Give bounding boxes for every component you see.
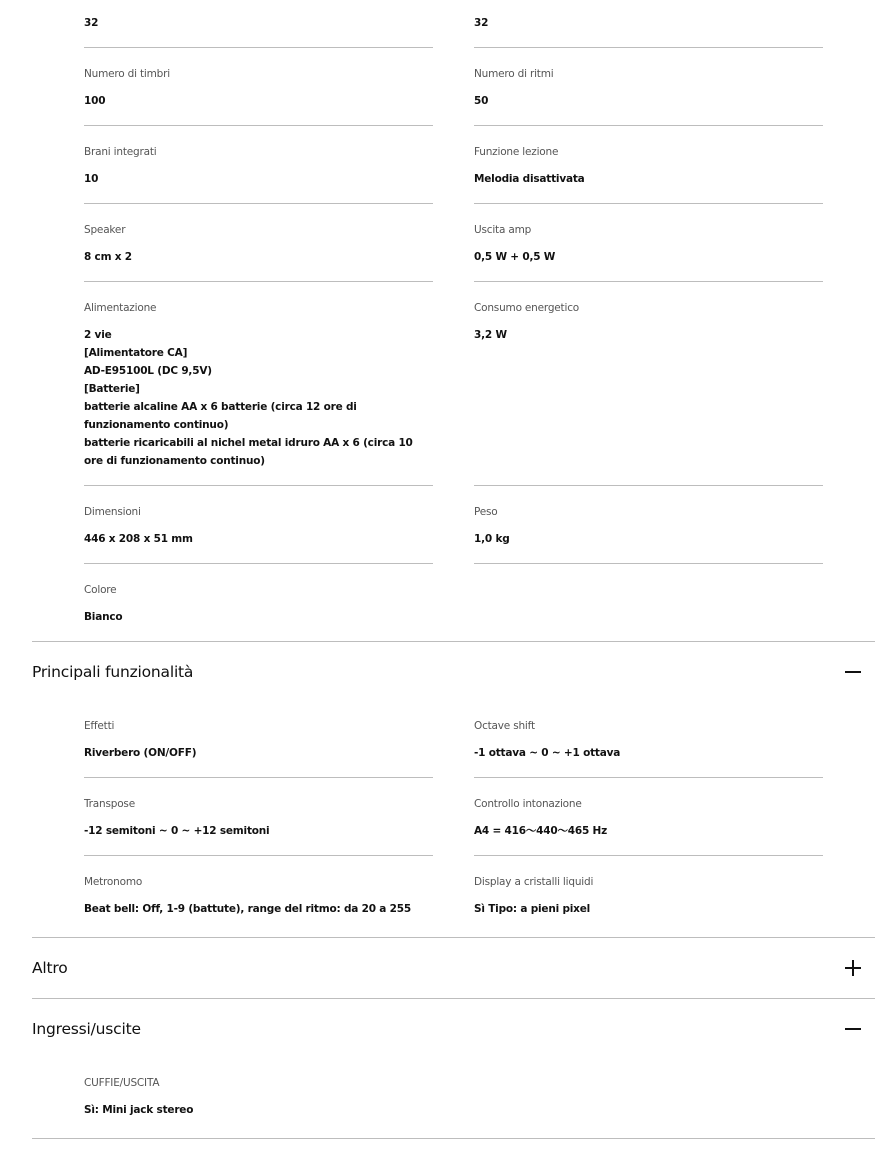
spec-label: Uscita amp (474, 224, 532, 236)
spec-label: Brani integrati (84, 146, 157, 158)
spec-label: Dimensioni (84, 506, 141, 518)
spec-value: Riverbero (ON/OFF) (84, 747, 197, 759)
spec-item (84, 126, 433, 204)
spec-item (84, 48, 433, 126)
spec-value: A4 = 416〜440〜465 Hz (474, 825, 608, 837)
spec-value: Sì Tipo: a pieni pixel (474, 903, 591, 915)
spec-value: 32 (84, 17, 99, 29)
spec-label: Funzione lezione (474, 146, 559, 158)
accordion-section (32, 641, 875, 937)
spec-value: 32 (474, 17, 489, 29)
accordion-header[interactable] (32, 642, 875, 702)
spec-label: Alimentazione (84, 302, 157, 314)
spec-value: 0,5 W + 0,5 W (474, 251, 556, 263)
plus-icon[interactable] (845, 960, 861, 976)
spec-value: Bianco (84, 611, 123, 623)
spec-label: Numero di timbri (84, 68, 170, 80)
spec-item (474, 702, 823, 778)
spec-item (84, 564, 433, 641)
spec-item (84, 702, 433, 778)
section-title: Principali funzionalità (32, 663, 194, 681)
spec-item (84, 856, 433, 933)
spec-item (474, 0, 823, 48)
spec-label: Speaker (84, 224, 126, 236)
section-title: Altro (32, 959, 68, 977)
spec-value: 1,0 kg (474, 533, 510, 545)
spec-label: Consumo energetico (474, 302, 579, 314)
spec-label: Transpose (84, 798, 135, 810)
spec-value: Beat bell: Off, 1-9 (battute), range del ritmo: da 20 a 255 (84, 903, 411, 915)
spec-label: Peso (474, 506, 498, 518)
spec-grid (84, 702, 875, 933)
spec-item (84, 0, 433, 48)
spec-value: 100 (84, 95, 106, 107)
spec-item (84, 486, 433, 564)
spec-value: Melodia disattivata (474, 173, 585, 185)
spec-value: 50 (474, 95, 489, 107)
spec-label: Colore (84, 584, 117, 596)
spec-label: Octave shift (474, 720, 535, 732)
spec-value: -1 ottava ~ 0 ~ +1 ottava (474, 747, 621, 759)
accordion-header[interactable] (32, 938, 875, 998)
spec-item (84, 778, 433, 856)
spec-item (84, 204, 433, 282)
spec-item (84, 1059, 433, 1134)
section-title: Ingressi/uscite (32, 1020, 141, 1038)
spec-item (474, 486, 823, 564)
spec-item (474, 126, 823, 204)
spec-label: Numero di ritmi (474, 68, 554, 80)
spec-label: Display a cristalli liquidi (474, 876, 594, 888)
spec-label: CUFFIE/USCITA (84, 1077, 160, 1089)
minus-icon[interactable] (845, 1021, 861, 1037)
accordion-section (32, 937, 875, 998)
divider (32, 1138, 875, 1139)
spec-item (474, 48, 823, 126)
spec-value: 8 cm x 2 (84, 251, 132, 263)
minus-icon[interactable] (845, 664, 861, 680)
spec-item (474, 204, 823, 282)
spec-value: 10 (84, 173, 99, 185)
spec-item (474, 778, 823, 856)
spec-value: 446 x 208 x 51 mm (84, 533, 193, 545)
spec-item (84, 282, 433, 486)
accordion-header[interactable] (32, 999, 875, 1059)
spec-value: 3,2 W (474, 329, 507, 341)
accordion-section (32, 998, 875, 1138)
spec-label: Effetti (84, 720, 115, 732)
spec-label: Metronomo (84, 876, 143, 888)
spec-item (474, 856, 823, 933)
spec-item (474, 282, 823, 486)
spec-grid (84, 1059, 875, 1134)
spec-value: 2 vie [Alimentatore CA] AD-E95100L (DC 9,5V) [Batterie] batterie alcaline AA x 6 batterie (circa 12 ore di funzionamento continuo) batterie ricaricabili al nichel metal idruro AA x 6 (circa 10 ore di funzionamento continuo) (84, 329, 413, 467)
spec-label: Controllo intonazione (474, 798, 582, 810)
spec-value: Sì: Mini jack stereo (84, 1104, 194, 1116)
spec-grid (84, 0, 890, 641)
spec-value: -12 semitoni ~ 0 ~ +12 semitoni (84, 825, 270, 837)
